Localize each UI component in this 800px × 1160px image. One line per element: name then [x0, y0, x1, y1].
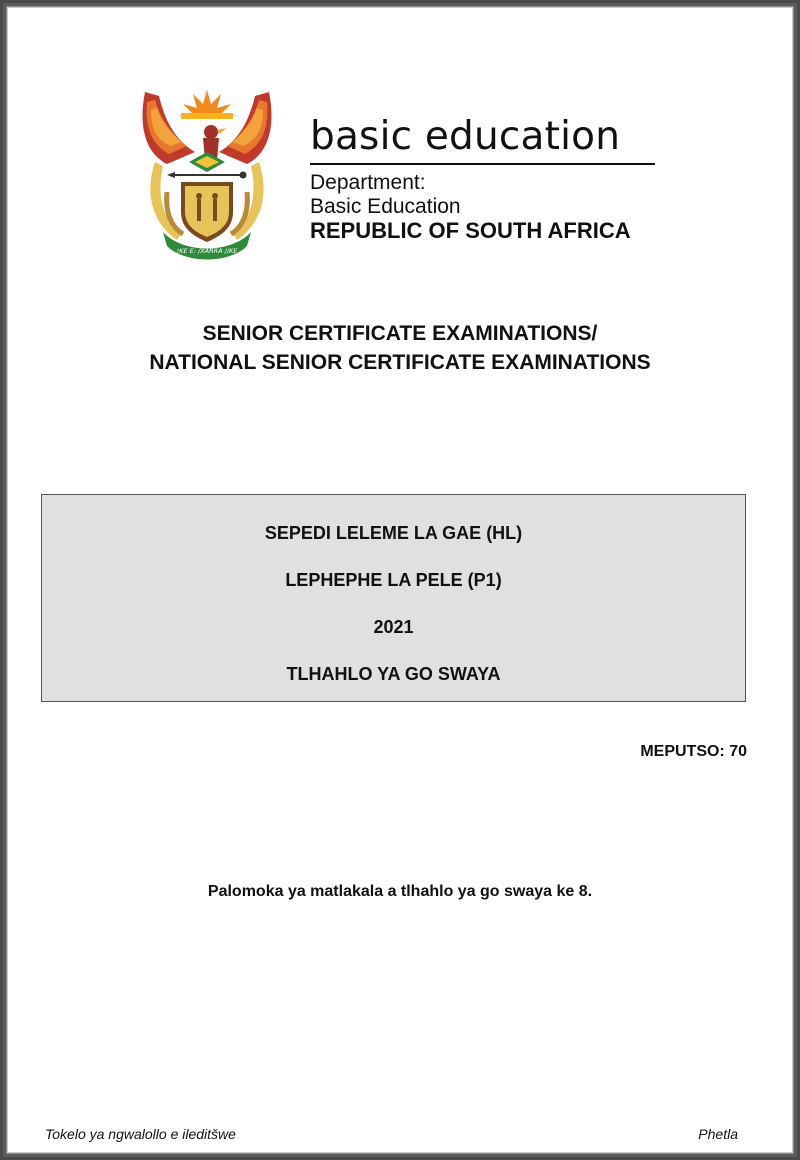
- department-label: Department:: [310, 171, 426, 194]
- paper-title: LEPHEPHE LA PELE (P1): [285, 570, 502, 590]
- copyright-notice: Tokelo ya ngwalollo e ileditšwe: [45, 1126, 236, 1142]
- subject-title: SEPEDI LELEME LA GAE (HL): [264, 523, 523, 543]
- country-name: REPUBLIC OF SOUTH AFRICA: [310, 218, 631, 243]
- document-type: TLHAHLO YA GO SWAYA: [286, 664, 501, 684]
- total-marks: MEPUTSO: 70: [640, 743, 747, 760]
- turn-over-note: Phetla: [698, 1126, 738, 1142]
- department-brand: [310, 115, 655, 243]
- exam-heading: [7, 319, 793, 377]
- brand-title: basic education: [310, 115, 655, 165]
- title-box: [41, 494, 746, 702]
- coat-of-arms-icon: [137, 82, 277, 262]
- document-page: [7, 7, 793, 1153]
- exam-heading-line-1: SENIOR CERTIFICATE EXAMINATIONS/: [202, 322, 598, 345]
- department-name: Basic Education: [310, 195, 461, 218]
- exam-heading-line-2: NATIONAL SENIOR CERTIFICATE EXAMINATIONS: [149, 351, 651, 374]
- motto-text: !KE E: /XARRA //KE: [176, 247, 238, 255]
- exam-year: 2021: [373, 617, 414, 637]
- page-count-note: Palomoka ya matlakala a tlhahlo ya go swaya ke 8.: [207, 883, 593, 900]
- coat-of-arms-logo: [137, 82, 277, 262]
